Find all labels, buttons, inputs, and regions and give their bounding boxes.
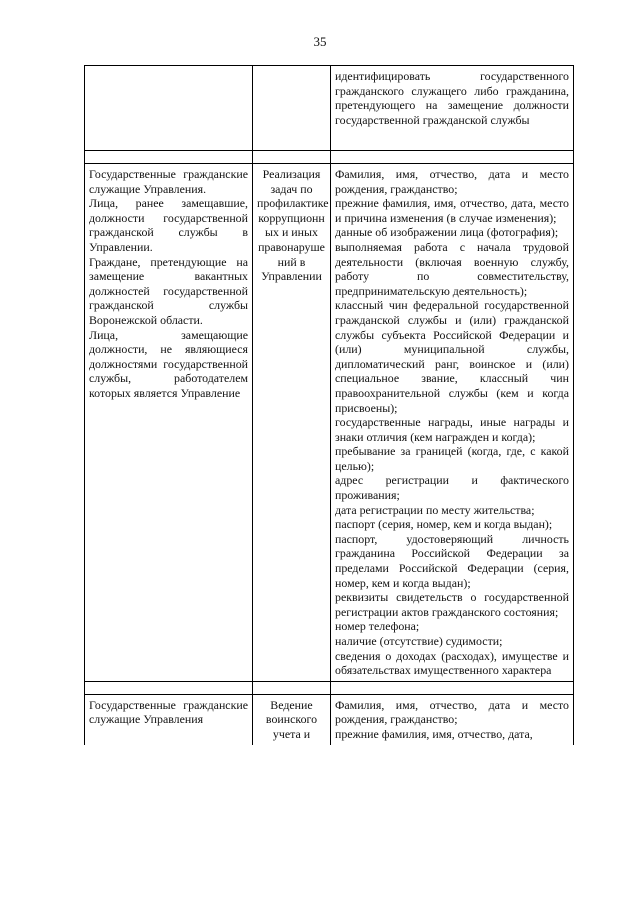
- gap-cell: [331, 151, 574, 164]
- data-item: номер телефона;: [335, 619, 420, 634]
- purpose-cell: [253, 66, 331, 151]
- purpose-line: правонаруше: [258, 239, 325, 254]
- data-item: прежние фамилия, имя, отчество, дата, место и причина изменения (в случае изменения);: [335, 196, 569, 225]
- data-item: идентифицировать государственного гражданского служащего либо гражданина, претендующего на замещение должности государственной гражданской службы: [335, 69, 569, 127]
- purpose-line: ых и иных: [265, 225, 318, 240]
- purpose-line: Реализация: [262, 167, 321, 181]
- data-item: реквизиты свидетельств о государственной регистрации актов гражданского состояния;: [335, 590, 569, 619]
- data-item: наличие (отсутствие) судимости;: [335, 634, 503, 648]
- subjects-cell: [85, 164, 253, 682]
- data-item: прежние фамилия, имя, отчество, дата,: [335, 726, 533, 741]
- purpose-line: Управлении: [261, 269, 322, 284]
- subjects-cell: [85, 66, 253, 151]
- data-item: Фамилия, имя, отчество, дата и место рождения, гражданство;: [335, 167, 569, 196]
- data-item: выполняемая работа с начала трудовой деятельности (включая военную службу, работу по совместительству, предпринимательскую деятельность);: [335, 239, 569, 298]
- data-item: дата регистрации по месту жительства;: [335, 502, 535, 517]
- gap-cell: [253, 151, 331, 164]
- data-item: паспорт, удостоверяющий личность гражданина Российской Федерации за пределами Российской Федерации (серия, номер, кем и когда выдан);: [335, 531, 569, 590]
- row-gap: [85, 151, 574, 164]
- data-item: Фамилия, имя, отчество, дата и место рождения, гражданство;: [335, 697, 569, 727]
- data-item: паспорт (серия, номер, кем и когда выдан);: [335, 517, 553, 532]
- page-number: 35: [313, 34, 327, 49]
- purpose-line: учета и: [272, 726, 311, 741]
- gap-cell: [85, 151, 253, 164]
- data-item: данные об изображении лица (фотография);: [335, 225, 559, 240]
- table-row: [85, 66, 574, 151]
- personal-data-table: [84, 65, 574, 745]
- data-item: государственные награды, иные награды и знаки отличия (кем награжден и когда);: [335, 415, 569, 444]
- purpose-cell: [253, 164, 331, 682]
- gap-cell: [331, 681, 574, 694]
- subject-item: Лица, замещающие должности, не являющиеся должностями государственной службы, работодателем которых является Управление: [89, 327, 248, 400]
- data-item: классный чин федеральной государственной гражданской службы и (или) гражданской службы субъекта Российской Федерации и (или) муниципальной службы, дипломатический ранг, воинское и (или) специальное звание, классный чин правоохранительной службы (кем и когда присвоены);: [335, 298, 569, 415]
- subject-item: Граждане, претендующие на замещение вакантных должностей государственной гражданской службы Воронежской области.: [89, 254, 248, 327]
- purpose-line: Ведение: [270, 697, 313, 712]
- data-item: адрес регистрации и фактического проживания;: [335, 473, 569, 503]
- purpose-cell: [253, 694, 331, 744]
- data-item: сведения о доходах (расходах), имуществе и обязательствах имущественного характера: [335, 648, 569, 678]
- table-row: [85, 694, 574, 744]
- purpose-line: коррупционн: [258, 210, 325, 225]
- purpose-line: ний в: [277, 254, 306, 269]
- gap-cell: [253, 681, 331, 694]
- gap-cell: [85, 681, 253, 694]
- purpose-line: задач по: [270, 181, 313, 196]
- row-gap: [85, 681, 574, 694]
- subject-item: Государственные гражданские служащие Управления.: [89, 167, 248, 196]
- subject-item: Лица, ранее замещавшие, должности государственной гражданской службы в Управлении.: [89, 196, 248, 254]
- data-composition-cell: [331, 66, 574, 151]
- data-item: пребывание за границей (когда, где, с какой целью);: [335, 444, 569, 473]
- purpose-line: профилактике: [257, 196, 329, 211]
- data-composition-cell: [331, 694, 574, 744]
- subjects-cell: [85, 694, 253, 744]
- subject-item: Государственные гражданские служащие Управления: [89, 697, 248, 727]
- table-row: [85, 164, 574, 682]
- data-composition-cell: [331, 164, 574, 682]
- purpose-line: воинского: [265, 712, 318, 727]
